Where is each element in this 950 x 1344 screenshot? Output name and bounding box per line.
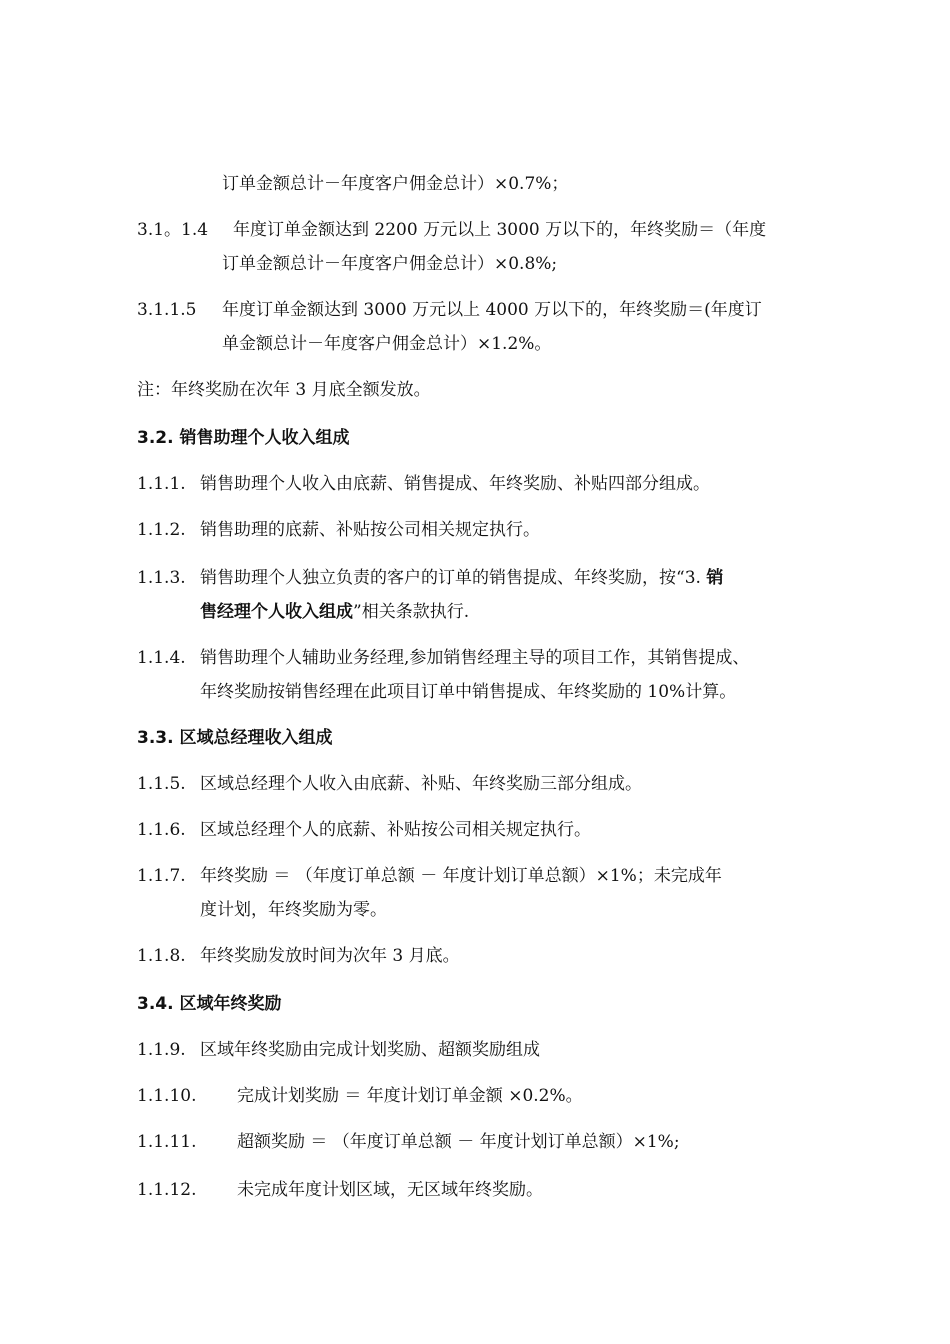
clause-number: 1.1.3. [137, 568, 186, 588]
note-text: 注：年终奖励在次年 3 月底全额发放。 [137, 380, 431, 400]
clause-text: 区域年终奖励由完成计划奖励、超额奖励组成 [200, 1040, 540, 1060]
clause-text: 销售助理个人独立负责的客户的订单的销售提成、年终奖励，按“3. [200, 568, 707, 588]
clause-text-wrap [200, 596, 469, 628]
clause-text: 订单金额总计－年度客户佣金总计）×0.8%; [222, 254, 558, 274]
clause-number: 3.1.1.5 [137, 300, 197, 320]
clause-text: 年度订单金额达到 3000 万元以上 4000 万以下的，年终奖励＝(年度订 [222, 300, 762, 320]
clause-text: 度计划，年终奖励为零。 [200, 900, 387, 920]
clause-number: 1.1.9. [137, 1040, 186, 1060]
clause-number: 1.1.5. [137, 774, 186, 794]
clause-text: 区域总经理个人收入由底薪、补贴、年终奖励三部分组成。 [200, 774, 642, 794]
clause-text: 销售助理个人辅助业务经理,参加销售经理主导的项目工作，其销售提成、 [200, 648, 750, 668]
clause-number: 1.1.7. [137, 866, 186, 886]
clause-bold-text: 售经理个人收入组成 [200, 602, 353, 622]
clause-number: 1.1.8. [137, 946, 186, 966]
clause-text: 未完成年度计划区域，无区域年终奖励。 [237, 1180, 543, 1200]
clause-number: 1.1.12. [137, 1180, 197, 1200]
clause-text: ”相关条款执行. [353, 602, 470, 622]
clause-number: 1.1.2. [137, 520, 186, 540]
clause-text: 完成计划奖励 ＝ 年度计划订单金额 ×0.2%。 [237, 1086, 583, 1106]
clause-number: 3.1。1.4 [137, 220, 209, 240]
section-title: 3.3. 区域总经理收入组成 [137, 728, 333, 748]
clause-text: 年度订单金额达到 2200 万元以上 3000 万以下的，年终奖励＝（年度 [233, 220, 767, 240]
section-title: 3.2. 销售助理个人收入组成 [137, 428, 350, 448]
clause-text: 年终奖励发放时间为次年 3 月底。 [200, 946, 460, 966]
clause-bold-text: 销 [706, 568, 724, 588]
section-title: 3.4. 区域年终奖励 [137, 994, 282, 1014]
clause-number: 1.1.11. [137, 1132, 197, 1152]
clause-text-wrap [200, 562, 723, 594]
clause-text: 超额奖励 ＝ （年度订单总额 － 年度计划订单总额）×1%; [237, 1132, 680, 1152]
clause-text: 区域总经理个人的底薪、补贴按公司相关规定执行。 [200, 820, 591, 840]
clause-text: 年终奖励按销售经理在此项目订单中销售提成、年终奖励的 10%计算。 [200, 682, 737, 702]
clause-number: 1.1.6. [137, 820, 186, 840]
clause-text: 年终奖励 ＝ （年度订单总额 － 年度计划订单总额）×1%；未完成年 [200, 866, 722, 886]
clause-text: 销售助理个人收入由底薪、销售提成、年终奖励、补贴四部分组成。 [200, 474, 710, 494]
clause-number: 1.1.4. [137, 648, 186, 668]
clause-number: 1.1.10. [137, 1086, 197, 1106]
clause-text: 销售助理的底薪、补贴按公司相关规定执行。 [200, 520, 540, 540]
clause-text: 订单金额总计－年度客户佣金总计）×0.7%； [222, 174, 569, 194]
clause-number: 1.1.1. [137, 474, 186, 494]
clause-text: 单金额总计－年度客户佣金总计）×1.2%。 [222, 334, 552, 354]
